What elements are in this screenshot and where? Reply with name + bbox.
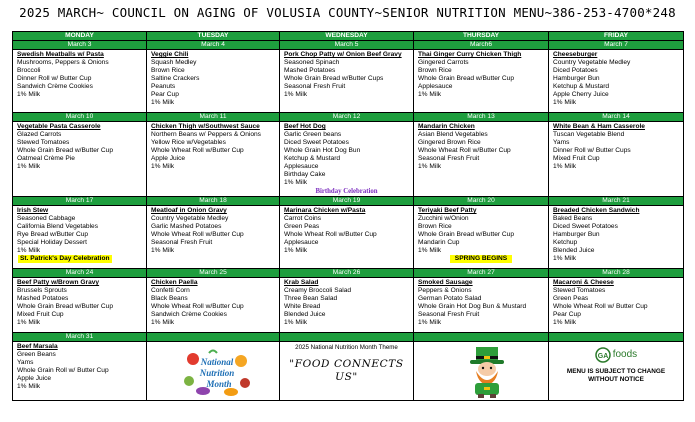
meal-item: 1% Milk bbox=[151, 99, 175, 106]
date-cell: March 7 bbox=[549, 41, 684, 50]
meal-item: Applesauce bbox=[418, 83, 453, 90]
notice-line-2: WITHOUT NOTICE bbox=[588, 376, 644, 383]
meal-item: 1% Milk bbox=[151, 163, 175, 170]
entree-name: White Bean & Ham Casserole bbox=[553, 123, 645, 130]
meal-cell bbox=[147, 122, 280, 197]
meal-cell-march-31 bbox=[13, 342, 147, 401]
date-cell: March 25 bbox=[147, 269, 280, 278]
meal-item: Gingered Carrots bbox=[418, 59, 469, 66]
meal-row-week-5 bbox=[13, 342, 684, 401]
weekday-friday: FRIDAY bbox=[549, 32, 684, 41]
meal-item: Apple Juice bbox=[151, 155, 186, 162]
date-cell: March 13 bbox=[414, 113, 549, 122]
meal-item: Whole Grain Hot Dog Bun bbox=[284, 147, 361, 154]
meal-cell bbox=[280, 122, 414, 197]
meal-item: Green Beans bbox=[17, 351, 56, 358]
date-cell: March 27 bbox=[414, 269, 549, 278]
date-cell: March 19 bbox=[280, 197, 414, 206]
entree-name: Mandarin Chicken bbox=[418, 123, 475, 130]
date-row-week-3 bbox=[13, 197, 684, 206]
meal-row-week-3 bbox=[13, 206, 684, 269]
meal-item: Applesauce bbox=[284, 163, 319, 170]
date-cell: March6 bbox=[414, 41, 549, 50]
date-cell: March 5 bbox=[280, 41, 414, 50]
meal-item: Gingered Brown Rice bbox=[418, 139, 481, 146]
meal-item: Whole Grain Hot Dog Bun & Mustard bbox=[418, 303, 527, 310]
meal-item: Yams bbox=[553, 139, 570, 146]
meal-item: Brussels Sprouts bbox=[17, 287, 67, 294]
meal-item: 1% Milk bbox=[17, 91, 41, 98]
meal-row-week-4 bbox=[13, 278, 684, 333]
entree-name: Marinara Chicken w/Pasta bbox=[284, 207, 366, 214]
meal-item: Whole Grain Bread w/Butter Cup bbox=[17, 147, 114, 154]
meal-item: Country Vegetable Medley bbox=[151, 215, 229, 222]
ga-foods-icon bbox=[595, 347, 611, 363]
meal-cell bbox=[280, 278, 414, 333]
meal-item: Whole Grain Bread w/Butter Cups bbox=[284, 75, 384, 82]
meal-item: 1% Milk bbox=[553, 163, 577, 170]
meal-item: Broccoli bbox=[17, 67, 41, 74]
meal-item: Apple Cherry Juice bbox=[553, 91, 609, 98]
meal-cell bbox=[549, 278, 684, 333]
meal-item: Ketchup bbox=[553, 239, 578, 246]
entree-name: Chicken Thigh w/Southwest Sauce bbox=[151, 123, 260, 130]
meal-cell bbox=[280, 50, 414, 113]
meal-item: Stewed Tomatoes bbox=[553, 287, 606, 294]
meal-item: Apple Juice bbox=[17, 375, 52, 382]
meal-item: Saltine Crackers bbox=[151, 75, 200, 82]
notice-line-1: MENU IS SUBJECT TO CHANGE bbox=[566, 368, 666, 375]
meal-item: Mashed Potatoes bbox=[284, 67, 336, 74]
meal-item: 1% Milk bbox=[17, 163, 41, 170]
meal-item: Yams bbox=[17, 359, 34, 366]
nutrition-month-logo-cell bbox=[147, 342, 280, 401]
meal-item: Seasonal Fresh Fruit bbox=[418, 311, 480, 318]
meal-item: Whole Grain Roll w/ Butter Cup bbox=[17, 367, 109, 374]
meal-item: Brown Rice bbox=[418, 67, 452, 74]
meal-item: Whole Grain Bread w/Butter Cup bbox=[17, 303, 114, 310]
meal-cell bbox=[549, 122, 684, 197]
meal-item: Asian Blend Vegetables bbox=[418, 131, 488, 138]
date-cell: March 18 bbox=[147, 197, 280, 206]
entree-name: Meatloaf in Onion Gravy bbox=[151, 207, 227, 214]
meal-item: 1% Milk bbox=[17, 319, 41, 326]
meal-item: 1% Milk bbox=[151, 319, 175, 326]
meal-item: 1% Milk bbox=[284, 91, 308, 98]
menu-calendar bbox=[12, 31, 684, 401]
date-cell: March 31 bbox=[13, 333, 147, 342]
meal-item: Whole Grain Bread w/Butter Cup bbox=[418, 75, 515, 82]
meal-item: Mashed Potatoes bbox=[17, 295, 69, 302]
entree-name: Swedish Meatballs w/ Pasta bbox=[17, 51, 104, 58]
meal-item: Seasoned Spinach bbox=[284, 59, 340, 66]
date-cell: March 28 bbox=[549, 269, 684, 278]
nnm-logo-word: National bbox=[200, 357, 234, 367]
meal-item: Sandwich Crème Cookies bbox=[17, 83, 93, 90]
theme-text: "FOOD CONNECTS US" bbox=[289, 358, 404, 383]
entree-name: Breaded Chicken Sandwich bbox=[553, 207, 640, 214]
meal-item: 1% Milk bbox=[151, 247, 175, 254]
nnm-logo-word: Month bbox=[206, 379, 232, 389]
national-nutrition-month-logo bbox=[179, 347, 255, 397]
spring-begins-banner: SPRING BEGINS bbox=[450, 255, 512, 263]
meal-item: Dinner Roll w/ Butter Cup bbox=[17, 75, 92, 82]
meal-item: 1% Milk bbox=[418, 319, 442, 326]
st-patricks-banner: St. Patrick's Day Celebration bbox=[20, 255, 110, 262]
meal-cell bbox=[147, 206, 280, 269]
meal-item: Squash Medley bbox=[151, 59, 197, 66]
date-cell: March 24 bbox=[13, 269, 147, 278]
entree-name: Beef Marsala bbox=[17, 343, 58, 350]
meal-item: 1% Milk bbox=[17, 383, 41, 390]
meal-item: Hamburger Bun bbox=[553, 75, 600, 82]
meal-item: Whole Wheat Roll w/Butter Cup bbox=[151, 231, 244, 238]
svg-text:GA: GA bbox=[597, 353, 609, 360]
meal-item: Seasonal Fresh Fruit bbox=[284, 83, 346, 90]
meal-item: 1% Milk bbox=[418, 91, 442, 98]
ga-foods-logo bbox=[553, 347, 679, 365]
date-cell: March 12 bbox=[280, 113, 414, 122]
meal-item: Rye Bread w/Butter Cup bbox=[17, 231, 89, 238]
meal-item: Peanuts bbox=[151, 83, 176, 90]
meal-item: Yellow Rice w/Vegetables bbox=[151, 139, 226, 146]
meal-item: Green Peas bbox=[553, 295, 589, 302]
meal-item: Stewed Tomatoes bbox=[17, 139, 70, 146]
meal-item: Whole Wheat Roll w/Butter Cup bbox=[151, 147, 244, 154]
meal-item: Garlic Green beans bbox=[284, 131, 342, 138]
entree-name: Thai Ginger Curry Chicken Thigh bbox=[418, 51, 522, 58]
meal-item: Mandarin Cup bbox=[418, 239, 460, 246]
meal-item: Northern Beans w/ Peppers & Onions bbox=[151, 131, 261, 138]
weekday-header-row bbox=[13, 32, 684, 41]
meal-item: Special Holiday Dessert bbox=[17, 239, 87, 246]
meal-item: Green Peas bbox=[284, 223, 320, 230]
birthday-celebration-banner: Birthday Celebration bbox=[315, 188, 378, 195]
weekday-thursday: THURSDAY bbox=[414, 32, 549, 41]
date-cell: March 20 bbox=[414, 197, 549, 206]
entree-name: Chicken Paella bbox=[151, 279, 198, 286]
date-cell: March 21 bbox=[549, 197, 684, 206]
meal-item: Seasonal Fresh Fruit bbox=[418, 155, 480, 162]
meal-cell bbox=[13, 206, 147, 269]
entree-name: Veggie Chili bbox=[151, 51, 189, 58]
meal-item: Hamburger Bun bbox=[553, 231, 600, 238]
meal-item: Carrot Coins bbox=[284, 215, 322, 222]
date-row-week-2 bbox=[13, 113, 684, 122]
entree-name: Vegetable Pasta Casserole bbox=[17, 123, 101, 130]
meal-item: Zucchini w/Onion bbox=[418, 215, 469, 222]
meal-item: Whole Wheat Roll w/Butter Cup bbox=[151, 303, 244, 310]
entree-name: Teriyaki Beef Patty bbox=[418, 207, 477, 214]
meal-item: Peppers & Onions bbox=[418, 287, 472, 294]
meal-item: Blended Juice bbox=[553, 247, 595, 254]
meal-cell bbox=[414, 50, 549, 113]
meal-cell bbox=[13, 122, 147, 197]
meal-item: Sandwich Crème Cookies bbox=[151, 311, 227, 318]
meal-item: Baked Beans bbox=[553, 215, 593, 222]
meal-cell bbox=[13, 278, 147, 333]
meal-item: Brown Rice bbox=[151, 67, 185, 74]
weekday-wednesday: WEDNESDAY bbox=[280, 32, 414, 41]
meal-item: 1% Milk bbox=[284, 247, 308, 254]
meal-item: 1% Milk bbox=[284, 179, 308, 186]
meal-item: White Bread bbox=[284, 303, 321, 310]
meal-item: Ketchup & Mustard bbox=[553, 83, 610, 90]
meal-item: Pear Cup bbox=[553, 311, 581, 318]
theme-label: 2025 National Nutrition Month Theme bbox=[295, 344, 398, 351]
meal-item: Mushrooms, Peppers & Onions bbox=[17, 59, 109, 66]
meal-item: Diced Sweet Potatoes bbox=[553, 223, 618, 230]
menu-title: 2025 MARCH~ COUNCIL ON AGING OF VOLUSIA COUNTY~SENIOR NUTRITION MENU~386-253-4700*248 bbox=[19, 5, 676, 20]
meal-item: German Potato Salad bbox=[418, 295, 482, 302]
date-cell: March 26 bbox=[280, 269, 414, 278]
ga-foods-word: foods bbox=[612, 349, 638, 360]
meal-item: 1% Milk bbox=[553, 99, 577, 106]
leprechaun-illustration bbox=[462, 345, 512, 399]
entree-name: Beef Hot Dog bbox=[284, 123, 326, 130]
meal-cell bbox=[280, 206, 414, 269]
entree-name: Cheeseburger bbox=[553, 51, 598, 58]
date-row-week-1 bbox=[13, 41, 684, 50]
nutrition-theme-cell bbox=[280, 342, 414, 401]
meal-cell bbox=[414, 122, 549, 197]
meal-item: Applesauce bbox=[284, 239, 319, 246]
meal-row-week-2 bbox=[13, 122, 684, 197]
meal-cell bbox=[147, 50, 280, 113]
entree-name: Irish Stew bbox=[17, 207, 49, 214]
meal-item: Whole Wheat Roll w/ Butter Cup bbox=[553, 303, 648, 310]
meal-cell bbox=[13, 50, 147, 113]
meal-cell bbox=[414, 278, 549, 333]
meal-item: 1% Milk bbox=[418, 163, 442, 170]
date-cell-empty bbox=[414, 333, 549, 342]
meal-item: Ketchup & Mustard bbox=[284, 155, 341, 162]
meal-item: 1% Milk bbox=[553, 319, 577, 326]
leprechaun-cell bbox=[414, 342, 549, 401]
meal-item: Country Vegetable Medley bbox=[553, 59, 631, 66]
date-cell: March 3 bbox=[13, 41, 147, 50]
meal-item: 1% Milk bbox=[418, 247, 442, 254]
meal-item: 1% Milk bbox=[553, 255, 577, 262]
meal-item: Seasonal Fresh Fruit bbox=[151, 239, 213, 246]
meal-item: Oatmeal Crème Pie bbox=[17, 155, 75, 162]
meal-item: Blended Juice bbox=[284, 311, 326, 318]
date-cell: March 17 bbox=[13, 197, 147, 206]
weekday-monday: MONDAY bbox=[13, 32, 147, 41]
meal-item: Confetti Corn bbox=[151, 287, 190, 294]
meal-item: Seasoned Cabbage bbox=[17, 215, 76, 222]
meal-item: Glazed Carrots bbox=[17, 131, 62, 138]
meal-item: Black Beans bbox=[151, 295, 188, 302]
date-cell-empty bbox=[549, 333, 684, 342]
entree-name: Smoked Sausage bbox=[418, 279, 473, 286]
meal-item: Garlic Mashed Potatoes bbox=[151, 223, 222, 230]
meal-item: Three Bean Salad bbox=[284, 295, 338, 302]
meal-item: Mixed Fruit Cup bbox=[17, 311, 64, 318]
meal-row-week-1 bbox=[13, 50, 684, 113]
entree-name: Pork Chop Patty w/ Onion Beef Gravy bbox=[284, 51, 402, 58]
meal-item: Mixed Fruit Cup bbox=[553, 155, 600, 162]
meal-item: Tuscan Vegetable Blend bbox=[553, 131, 625, 138]
meal-cell bbox=[549, 50, 684, 113]
date-cell: March 14 bbox=[549, 113, 684, 122]
meal-item: Whole Wheat Roll w/Butter Cup bbox=[418, 147, 511, 154]
date-cell: March 4 bbox=[147, 41, 280, 50]
meal-item: 1% Milk bbox=[17, 247, 41, 254]
entree-name: Krab Salad bbox=[284, 279, 319, 286]
notice-cell bbox=[549, 342, 684, 401]
date-cell: March 11 bbox=[147, 113, 280, 122]
date-cell-empty bbox=[147, 333, 280, 342]
meal-item: Whole Wheat Roll w/Butter Cup bbox=[284, 231, 377, 238]
meal-item: Pear Cup bbox=[151, 91, 179, 98]
meal-item: Diced Potatoes bbox=[553, 67, 598, 74]
meal-cell bbox=[147, 278, 280, 333]
meal-cell bbox=[414, 206, 549, 269]
date-row-week-4 bbox=[13, 269, 684, 278]
meal-item: Dinner Roll w/ Butter Cups bbox=[553, 147, 631, 154]
nnm-logo-word: Nutrition bbox=[199, 368, 235, 378]
meal-item: California Blend Vegetables bbox=[17, 223, 99, 230]
date-row-week-5 bbox=[13, 333, 684, 342]
meal-item: Creamy Broccoli Salad bbox=[284, 287, 352, 294]
entree-name: Beef Patty w/Brown Gravy bbox=[17, 279, 100, 286]
meal-item: Brown Rice bbox=[418, 223, 452, 230]
meal-item: Birthday Cake bbox=[284, 171, 326, 178]
meal-item: Whole Grain Bread w/Butter Cup bbox=[418, 231, 515, 238]
date-cell: March 10 bbox=[13, 113, 147, 122]
weekday-tuesday: TUESDAY bbox=[147, 32, 280, 41]
entree-name: Macaroni & Cheese bbox=[553, 279, 614, 286]
meal-item: Diced Sweet Potatoes bbox=[284, 139, 349, 146]
meal-cell bbox=[549, 206, 684, 269]
meal-item: 1% Milk bbox=[284, 319, 308, 326]
date-cell-empty bbox=[280, 333, 414, 342]
